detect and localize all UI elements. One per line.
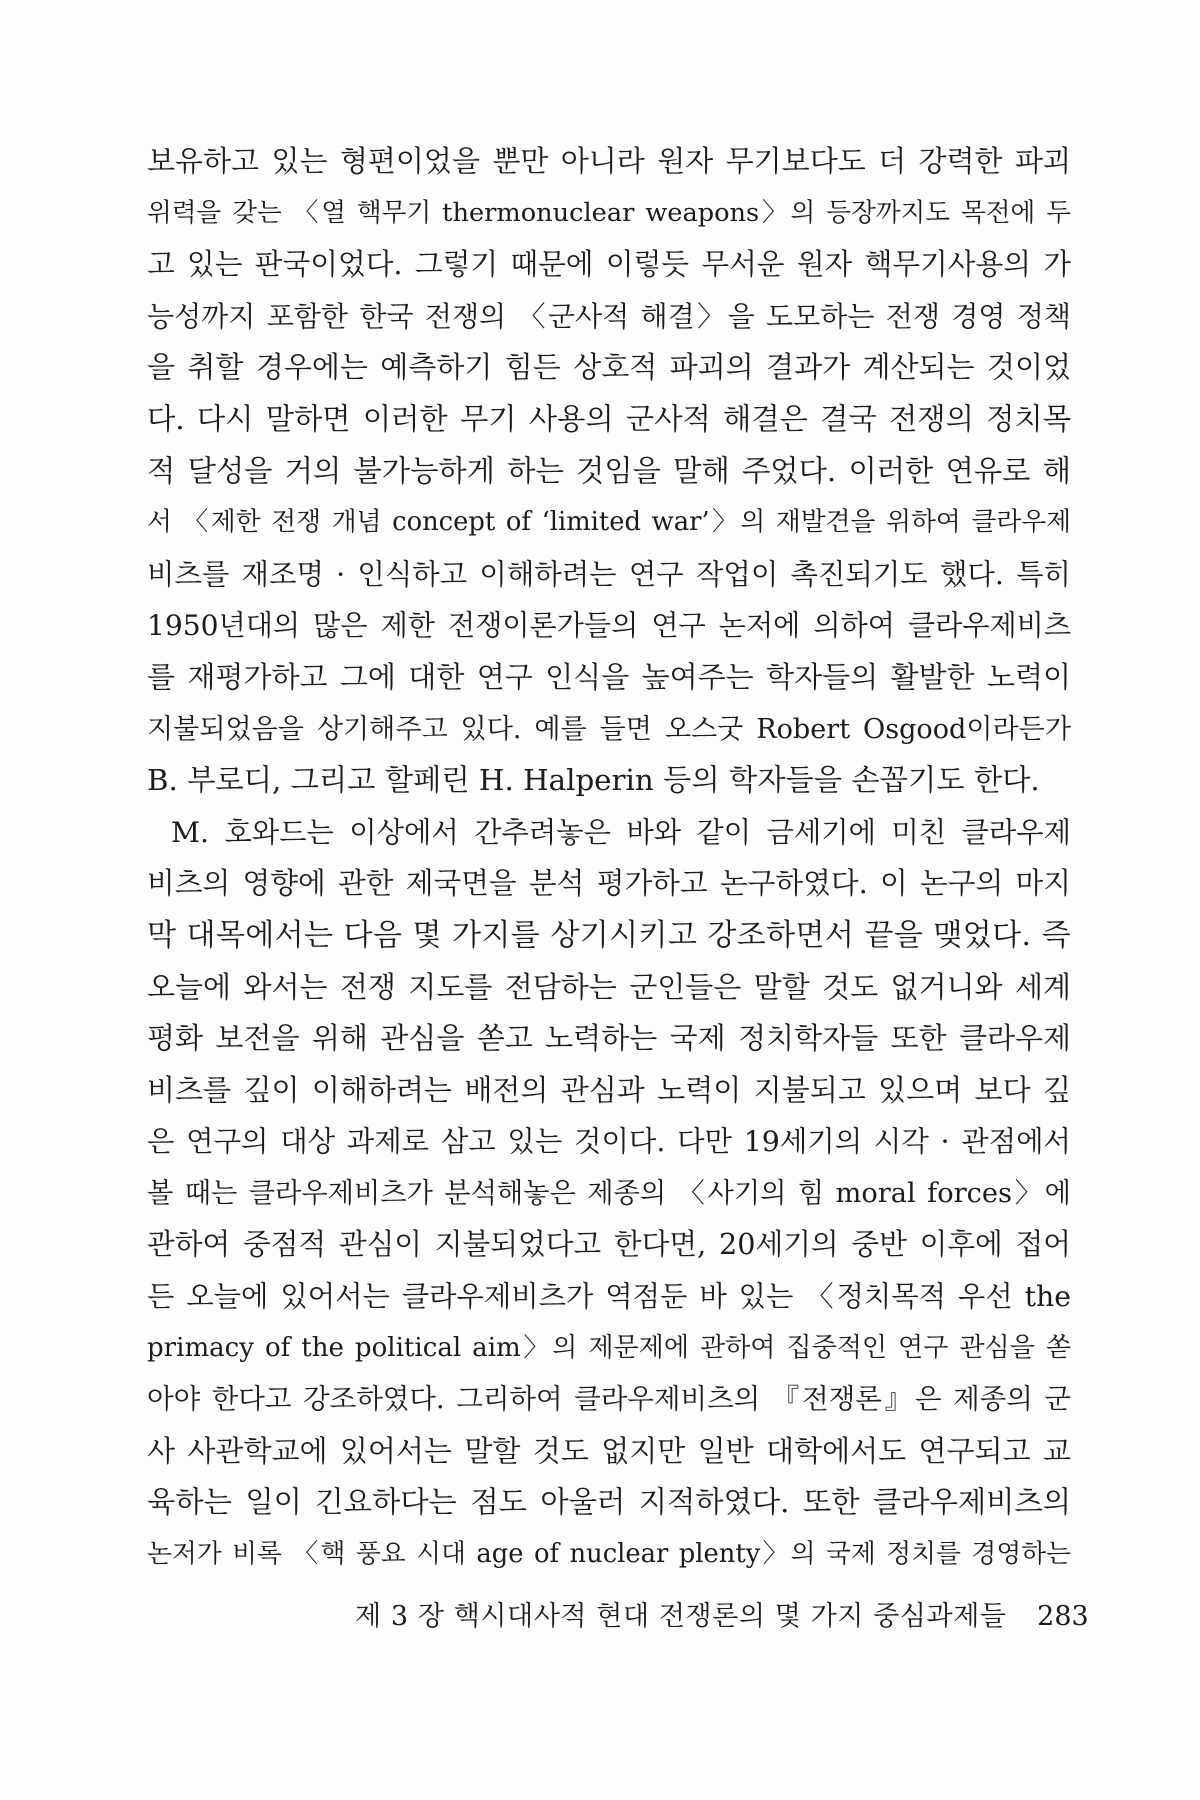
- text-line: 막 대목에서는 다음 몇 가지를 상기시키고 강조하면서 끝을 맺었다. 즉: [147, 917, 1071, 953]
- text-line: 관하여 중점적 관심이 지불되었다고 한다면, 20세기의 중반 이후에 접어: [147, 1227, 1071, 1262]
- text-line: 지불되었음을 상기해주고 있다. 예를 들면 오스굿 Robert Osgood이라든가: [147, 713, 1071, 745]
- text-line: 사 사관학교에 있어서는 말할 것도 없지만 일반 대학에서도 연구되고 교: [147, 1433, 1071, 1468]
- text-line: 위력을 갖는 〈열 핵무기 thermonuclear weapons〉의 등장까지도 목전에 두: [147, 197, 1071, 228]
- text-line: 든 오늘에 있어서는 클라우제비츠가 역점둔 바 있는 〈정치목적 우선 the: [147, 1280, 1071, 1314]
- body-text: [147, 136, 1071, 1581]
- text-line: 육하는 일이 긴요하다는 점도 아울러 지적하였다. 또한 클라우제비츠의: [147, 1485, 1071, 1520]
- text-line: 서 〈제한 전쟁 개념 concept of ‘limited war’〉의 재발견을 위하여 클라우제: [147, 507, 1071, 538]
- text-line: 볼 때는 클라우제비츠가 분석해놓은 제종의 〈사기의 힘 moral forces〉에: [147, 1177, 1071, 1209]
- text-line: 오늘에 와서는 전쟁 지도를 전담하는 군인들은 말할 것도 없거니와 세계: [147, 969, 1071, 1004]
- text-line: 보유하고 있는 형편이었을 뿐만 아니라 원자 무기보다도 더 강력한 파괴: [147, 144, 1071, 178]
- text-line: 비츠를 깊이 이해하려는 배전의 관심과 노력이 지불되고 있으며 보다 깊: [147, 1072, 1071, 1107]
- running-head: 제 3 장 핵시대사적 현대 전쟁론의 몇 가지 중심과제들: [355, 1601, 1007, 1632]
- text-line: 아야 한다고 강조하였다. 그리하여 클라우제비츠의 『전쟁론』은 제종의 군: [147, 1383, 1071, 1416]
- text-line: 고 있는 판국이었다. 그렇기 때문에 이렇듯 무서운 원자 핵무기사용의 가: [147, 247, 1071, 282]
- text-line: 능성까지 포함한 한국 전쟁의 〈군사적 해결〉을 도모하는 전쟁 경영 정책: [147, 299, 1071, 333]
- page-footer: [355, 1597, 1089, 1637]
- text-line: primacy of the political aim〉의 제문제에 관하여 집중적인 연구 관심을 쏟: [147, 1332, 1071, 1363]
- text-line: 논저가 비록 〈핵 풍요 시대 age of nuclear plenty〉의 국제 정치를 경영하는: [147, 1539, 1071, 1570]
- text-line: 을 취할 경우에는 예측하기 힘든 상호적 파괴의 결과가 계산되는 것이었: [147, 350, 1071, 385]
- text-line: 적 달성을 거의 불가능하게 하는 것임을 말해 주었다. 이러한 연유로 해: [147, 453, 1071, 488]
- text-line: 다. 다시 말하면 이러한 무기 사용의 군사적 해결은 결국 전쟁의 정치목: [147, 401, 1071, 436]
- text-line: 평화 보전을 위해 관심을 쏟고 노력하는 국제 정치학자들 또한 클라우제: [147, 1021, 1071, 1056]
- paragraph-end-line: B. 부로디, 그리고 할페린 H. Halperin 등의 학자들을 손꼽기도 한다.: [147, 763, 1040, 798]
- text-line: 비츠의 영향에 관한 제국면을 분석 평가하고 논구하였다. 이 논구의 마지: [147, 866, 1071, 901]
- text-line: 비츠를 재조명 · 인식하고 이해하려는 연구 작업이 촉진되기도 했다. 특히: [147, 557, 1071, 591]
- paragraph-start-line: M. 호와드는 이상에서 간추려놓은 바와 같이 금세기에 미친 클라우제: [171, 815, 1071, 849]
- text-line: 1950년대의 많은 제한 전쟁이론가들의 연구 논저에 의하여 클라우제비츠: [147, 609, 1071, 643]
- text-line: 은 연구의 대상 과제로 삼고 있는 것이다. 다만 19세기의 시각 · 관점에서: [147, 1125, 1071, 1159]
- text-line: 를 재평가하고 그에 대한 연구 인식을 높여주는 학자들의 활발한 노력이: [147, 659, 1071, 694]
- page-number: 283: [1037, 1601, 1089, 1632]
